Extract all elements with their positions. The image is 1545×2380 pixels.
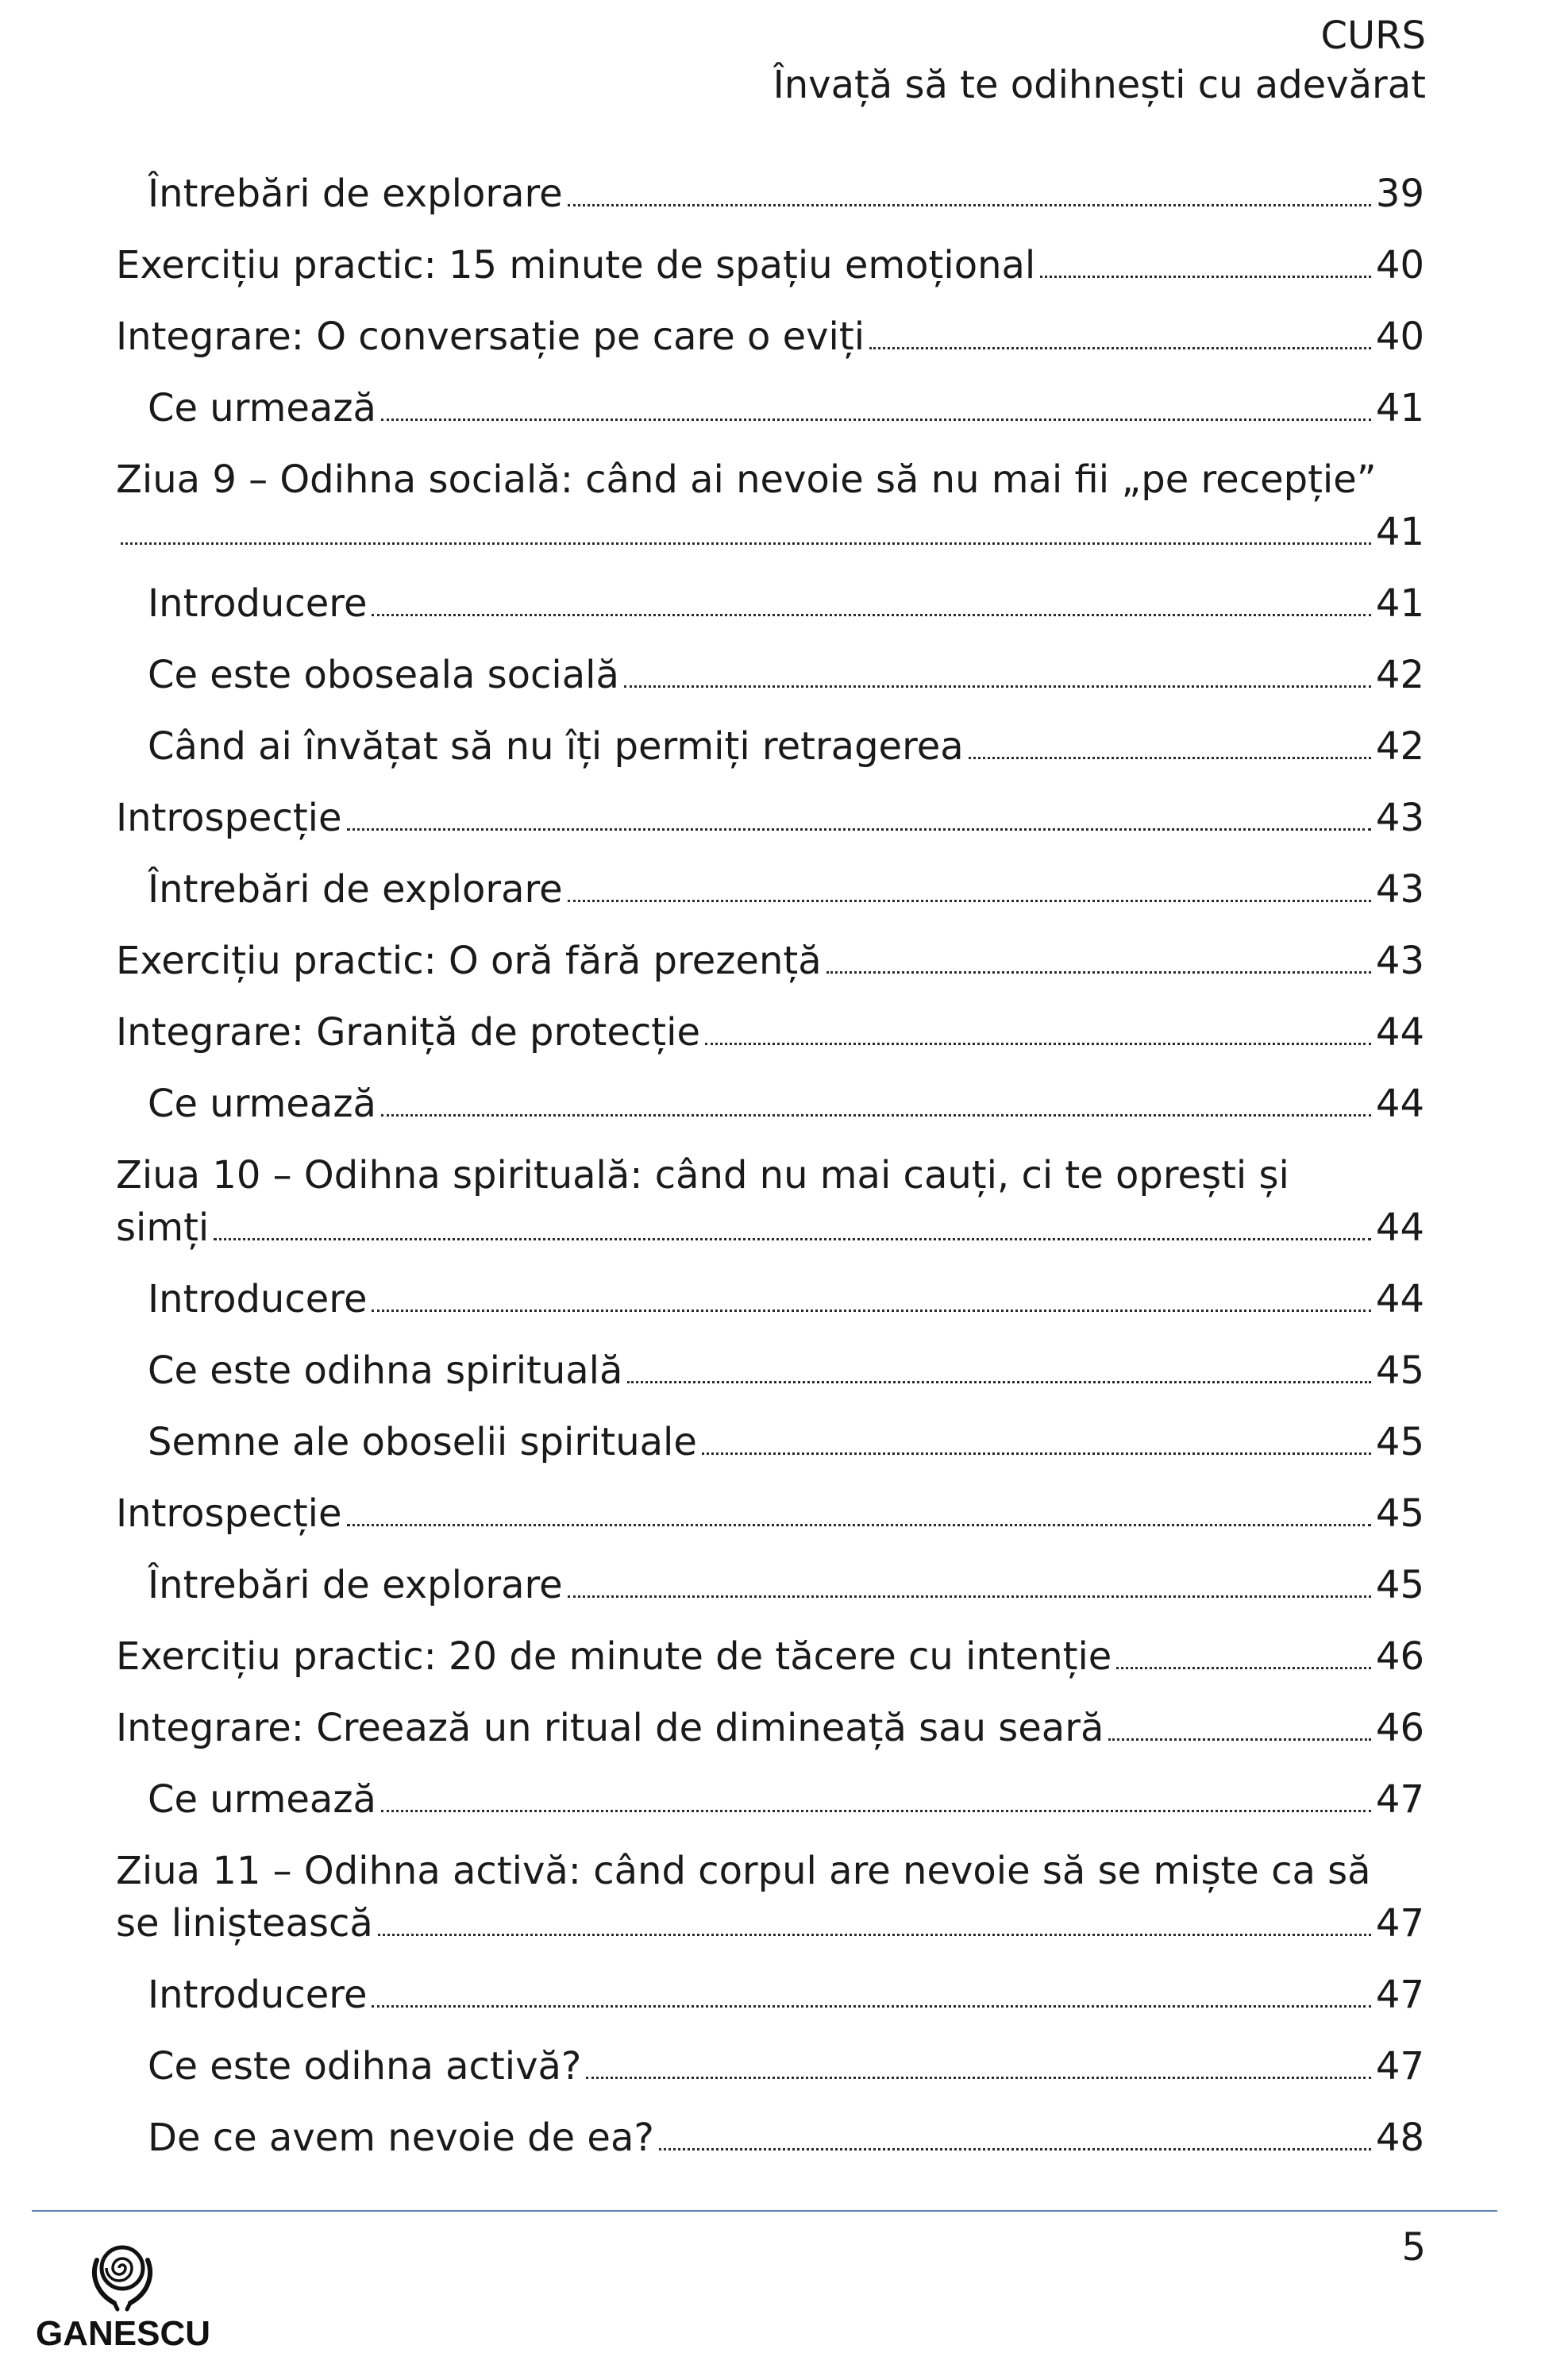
toc-entry[interactable] — [116, 237, 1424, 308]
toc-dot-leader — [969, 757, 1371, 759]
toc-entry-page: 47 — [1375, 1777, 1424, 1822]
toc-entry-title: Ce este odihna activă? — [148, 2044, 582, 2089]
toc-dot-leader — [1116, 1667, 1371, 1669]
table-of-contents — [116, 165, 1424, 2181]
toc-dot-leader — [214, 1238, 1371, 1240]
toc-entry[interactable] — [116, 1556, 1424, 1628]
toc-entry-title: Introducere — [148, 581, 368, 626]
toc-entry[interactable] — [116, 932, 1424, 1004]
toc-entry-title: Integrare: Graniță de protecție — [116, 1010, 700, 1055]
toc-entry-page: 41 — [1375, 510, 1424, 554]
toc-dot-leader — [381, 1114, 1371, 1117]
toc-dot-leader — [347, 828, 1371, 831]
toc-dot-leader — [372, 1310, 1370, 1312]
toc-entry-page: 43 — [1375, 867, 1424, 912]
header-course-label: CURS — [1320, 14, 1426, 58]
toc-dot-leader — [1040, 276, 1371, 278]
toc-entry[interactable] — [116, 308, 1424, 380]
toc-entry[interactable] — [116, 789, 1424, 861]
toc-entry-page: 45 — [1375, 1348, 1424, 1393]
toc-dot-leader — [826, 971, 1371, 974]
toc-entry[interactable] — [116, 1699, 1424, 1771]
toc-entry-page: 43 — [1375, 796, 1424, 840]
toc-entry[interactable] — [116, 2109, 1424, 2181]
toc-entry[interactable] — [116, 1628, 1424, 1699]
toc-entry-title-continuation: simți — [116, 1205, 210, 1250]
toc-entry[interactable] — [116, 646, 1424, 718]
toc-dot-leader — [568, 1595, 1371, 1598]
toc-entry-page: 47 — [1375, 1973, 1424, 2017]
toc-entry-page: 48 — [1375, 2116, 1424, 2160]
page-header — [773, 11, 1426, 110]
toc-entry[interactable] — [116, 451, 1424, 575]
toc-entry-page: 42 — [1375, 653, 1424, 697]
footer-divider — [32, 2210, 1497, 2212]
toc-dot-leader — [372, 2005, 1370, 2008]
toc-entry-title: Introspecție — [116, 796, 342, 840]
toc-entry-page: 44 — [1375, 1082, 1424, 1126]
toc-entry-title: Exercițiu practic: 15 minute de spațiu emoțional — [116, 243, 1036, 287]
toc-entry-page: 40 — [1375, 314, 1424, 359]
toc-dot-leader — [659, 2148, 1371, 2150]
toc-entry[interactable] — [116, 861, 1424, 932]
toc-entry[interactable] — [116, 380, 1424, 451]
toc-entry-title: Ce urmează — [148, 386, 376, 430]
toc-entry[interactable] — [116, 165, 1424, 237]
toc-entry-page: 44 — [1375, 1277, 1424, 1321]
toc-entry-page: 42 — [1375, 724, 1424, 769]
toc-entry[interactable] — [116, 1075, 1424, 1147]
toc-entry-page: 45 — [1375, 1420, 1424, 1464]
toc-entry-page: 44 — [1375, 1010, 1424, 1055]
toc-dot-leader — [624, 685, 1371, 688]
toc-dot-leader — [378, 1934, 1371, 1936]
toc-entry-title-continuation: se liniștească — [116, 1901, 373, 1946]
toc-entry-title: Întrebări de explorare — [148, 867, 563, 912]
toc-entry-page: 40 — [1375, 243, 1424, 287]
toc-entry-page: 45 — [1375, 1563, 1424, 1607]
toc-dot-leader — [586, 2077, 1371, 2079]
toc-entry[interactable] — [116, 1004, 1424, 1075]
toc-entry[interactable] — [116, 1147, 1424, 1271]
toc-dot-leader — [372, 614, 1370, 616]
header-course-title: Învață să te odihnești cu adevărat — [772, 63, 1426, 107]
toc-dot-leader — [121, 542, 1371, 545]
toc-entry[interactable] — [116, 1485, 1424, 1556]
toc-entry-title: Exercițiu practic: 20 de minute de tăcere cu intenție — [116, 1634, 1112, 1679]
toc-entry-title: Ziua 10 – Odihna spirituală: când nu mai cauți, ci te oprești și — [116, 1153, 1289, 1198]
toc-entry[interactable] — [116, 1271, 1424, 1342]
toc-dot-leader — [347, 1524, 1371, 1526]
toc-entry-title: Întrebări de explorare — [148, 172, 563, 216]
toc-dot-leader — [568, 204, 1371, 206]
toc-entry[interactable] — [116, 2038, 1424, 2109]
toc-entry-page: 41 — [1375, 581, 1424, 626]
toc-dot-leader — [869, 347, 1371, 349]
toc-entry-title: Ce este odihna spirituală — [148, 1348, 623, 1393]
toc-dot-leader — [381, 1810, 1371, 1812]
toc-dot-leader — [381, 419, 1371, 421]
toc-entry[interactable] — [116, 575, 1424, 646]
logo-wordmark: GANESCU — [35, 2314, 211, 2353]
toc-entry[interactable] — [116, 1414, 1424, 1485]
toc-entry-title: Introducere — [148, 1973, 368, 2017]
toc-entry-page: 46 — [1375, 1634, 1424, 1679]
toc-entry-title: Ziua 11 – Odihna activă: când corpul are nevoie să se miște ca să — [116, 1849, 1371, 1893]
toc-dot-leader — [702, 1452, 1371, 1455]
ganescu-logo — [32, 2236, 214, 2363]
page-number: 5 — [1401, 2225, 1426, 2270]
toc-entry-page: 47 — [1375, 2044, 1424, 2089]
toc-dot-leader — [568, 900, 1371, 902]
toc-entry-title: Ce urmează — [148, 1777, 376, 1822]
toc-entry-title: Ce urmează — [148, 1082, 376, 1126]
toc-entry-title: Integrare: O conversație pe care o eviți — [116, 314, 865, 359]
spiral-hands-icon — [83, 2236, 162, 2312]
toc-entry-title: Când ai învățat să nu îți permiți retragerea — [148, 724, 964, 769]
toc-entry-title: Introspecție — [116, 1491, 342, 1536]
toc-entry[interactable] — [116, 1966, 1424, 2038]
toc-entry[interactable] — [116, 1842, 1424, 1966]
toc-entry-page: 45 — [1375, 1491, 1424, 1536]
toc-entry[interactable] — [116, 1771, 1424, 1842]
toc-entry[interactable] — [116, 718, 1424, 789]
toc-entry-title: Ziua 9 – Odihna socială: când ai nevoie să nu mai fii „pe recepție” — [116, 457, 1377, 502]
toc-entry[interactable] — [116, 1342, 1424, 1414]
toc-entry-page: 41 — [1375, 386, 1424, 430]
toc-entry-title: Întrebări de explorare — [148, 1563, 563, 1607]
toc-dot-leader — [705, 1043, 1371, 1045]
toc-entry-title: De ce avem nevoie de ea? — [148, 2116, 654, 2160]
toc-entry-page: 44 — [1375, 1205, 1424, 1250]
toc-entry-title: Exercițiu practic: O oră fără prezență — [116, 939, 822, 983]
toc-dot-leader — [627, 1381, 1370, 1383]
toc-entry-title: Introducere — [148, 1277, 368, 1321]
toc-entry-page: 39 — [1375, 172, 1424, 216]
toc-entry-title: Semne ale oboselii spirituale — [148, 1420, 697, 1464]
toc-entry-page: 47 — [1375, 1901, 1424, 1946]
toc-entry-page: 46 — [1375, 1706, 1424, 1750]
toc-dot-leader — [1108, 1738, 1371, 1741]
toc-entry-page: 43 — [1375, 939, 1424, 983]
toc-entry-title: Ce este oboseala socială — [148, 653, 619, 697]
toc-entry-title: Integrare: Creează un ritual de dimineață sau seară — [116, 1706, 1104, 1750]
